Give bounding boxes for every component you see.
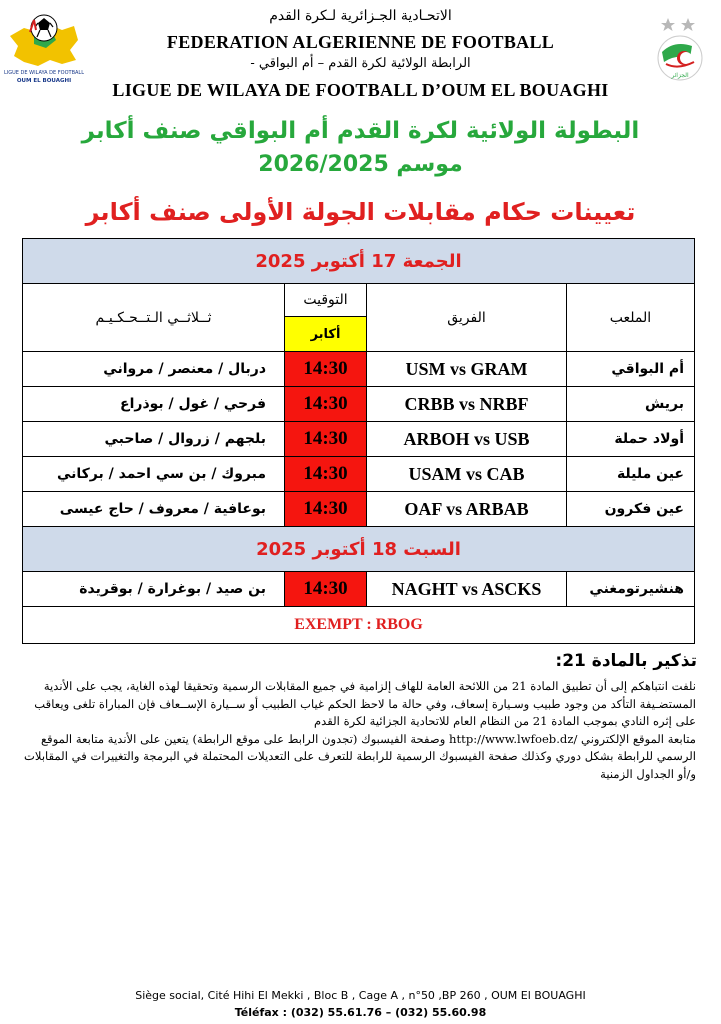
schedule-table xyxy=(22,238,695,644)
stadium-cell: عين مليلة xyxy=(567,457,695,492)
column-header-stadium: الملعب xyxy=(567,284,695,352)
federation-name-fr: FEDERATION ALGERIENNE DE FOOTBALL xyxy=(166,32,555,52)
league-logo-text-2: OUM EL BOUAGHI xyxy=(16,78,72,84)
referees-cell: مبروك / بن سي احمد / بركاني xyxy=(23,457,285,492)
footer-phone: Téléfax : (032) 55.61.76 – (032) 55.60.98 xyxy=(234,1006,487,1019)
time-cell: 14:30 xyxy=(285,457,367,492)
assignments-title: تعيينات حكام مقابلات الجولة الأولى صنف أكابر xyxy=(85,198,636,226)
table-row xyxy=(23,572,695,607)
stadium-cell: عين فكرون xyxy=(567,492,695,527)
referees-cell: بلجهم / زروال / صاحبي xyxy=(23,422,285,457)
day-header-friday: الجمعة 17 أكتوبر 2025 xyxy=(23,239,695,284)
table-row xyxy=(23,387,695,422)
league-name-ar: الرابطة الولائية لكرة القدم – أم البواقي - xyxy=(250,56,471,71)
table-row xyxy=(23,492,695,527)
stadium-cell: بريش xyxy=(567,387,695,422)
table-row xyxy=(23,422,695,457)
match-cell: CRBB vs NRBF xyxy=(367,387,567,422)
column-header-time: التوقيت xyxy=(285,284,367,317)
league-logo-text-1: LIGUE DE WILAYA DE FOOTBALL xyxy=(4,70,84,76)
referees-cell: بن صيد / بوغرارة / بوقريدة xyxy=(23,572,285,607)
column-header-category: أكابر xyxy=(285,317,367,352)
table-row xyxy=(23,457,695,492)
column-header-team: الفريق xyxy=(367,284,567,352)
day-header-saturday: السبت 18 أكتوبر 2025 xyxy=(23,527,695,572)
faf-logo-text: الجزائر xyxy=(671,72,689,79)
time-cell: 14:30 xyxy=(285,492,367,527)
time-cell: 14:30 xyxy=(285,387,367,422)
time-cell: 14:30 xyxy=(285,352,367,387)
reminder-title: تذكير بالمادة 21: xyxy=(555,651,697,671)
stadium-cell: أولاد حملة xyxy=(567,422,695,457)
season-title: موسم 2026/2025 xyxy=(258,152,463,177)
match-cell: ARBOH vs USB xyxy=(367,422,567,457)
exempt-row: EXEMPT : RBOG xyxy=(23,607,695,644)
stadium-cell: هنشيرتومغني xyxy=(567,572,695,607)
column-header-referees: ثــلاثــي الـتــحـكـيـم xyxy=(23,284,285,352)
match-cell: USAM vs CAB xyxy=(367,457,567,492)
stadium-cell: أم البواقي xyxy=(567,352,695,387)
table-row xyxy=(23,352,695,387)
referees-cell: فرحي / غول / بوذراع xyxy=(23,387,285,422)
time-cell: 14:30 xyxy=(285,422,367,457)
match-cell: USM vs GRAM xyxy=(367,352,567,387)
match-cell: OAF vs ARBAB xyxy=(367,492,567,527)
federation-name-ar: الاتحـادية الجـزائرية لـكرة القدم xyxy=(269,8,452,24)
championship-title: البطولة الولائية لكرة القدم أم البواقي صنف أكابر xyxy=(81,118,640,144)
referees-cell: دربال / معنصر / مرواني xyxy=(23,352,285,387)
reminder-paragraph-1: نلفت انتباهكم إلى أن تطبيق المادة 21 من اللائحة العامة للهاف إلزامية في جميع المقابلات الرسمية وتحقيقا لهذه الغاية، يجب على الأندية المستضـيفة التأكد من وجود طبيب وسـيارة إسعاف، وفي حالة ما لاحظ الحكم غياب الطبيب أو ســيارة الإســعاف فإن المباراة تلغى ويعاقب على إثره النادي بموجب المادة 21 من النظام العام للاتحادية الجزائية لكرة القدم xyxy=(34,679,696,728)
footer-address: Siège social, Cité Hihi El Mekki , Bloc B , Cage A , n°50 ,BP 260 , OUM El BOUAGHI xyxy=(135,989,586,1002)
league-name-fr: LIGUE DE WILAYA DE FOOTBALL D’OUM EL BOUAGHI xyxy=(112,80,609,100)
time-cell: 14:30 xyxy=(285,572,367,607)
match-cell: NAGHT vs ASCKS xyxy=(367,572,567,607)
reminder-paragraph-2: متابعة الموقع الإلكتروني /http://www.lwfoeb.dz وصفحة الفيسبوك (تجدون الرابط على موقع الرابطة) يتعين على الأندية متابعة الموقع الرسمي للرابطة بشكل دوري وكذلك صفحة الفيسبوك الرسمية للرابطة للتعرف على التعديلات المحتملة في البرمجة والتغييرات في المقابلات و/أو الجداول الزمنية xyxy=(24,731,696,781)
referees-cell: بوعافية / معروف / حاج عيسى xyxy=(23,492,285,527)
reminder-body xyxy=(24,678,696,783)
